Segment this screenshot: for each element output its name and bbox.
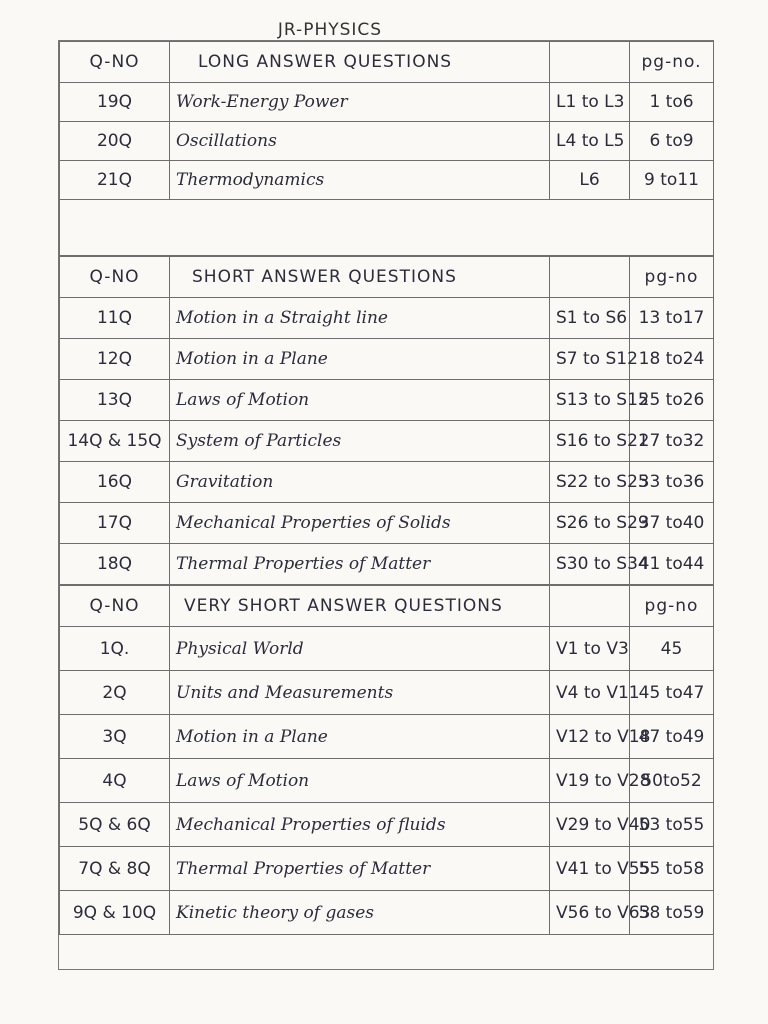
ref-cell: S26 to S29 xyxy=(550,503,630,544)
very-short-answer-table xyxy=(59,585,714,935)
ref-cell: V56 to V63 xyxy=(550,891,630,935)
long-header-row xyxy=(60,42,714,83)
section-title: SHORT ANSWER QUESTIONS xyxy=(170,257,550,298)
qno-cell: 2Q xyxy=(60,671,170,715)
page-cell: 58 to59 xyxy=(630,891,714,935)
ref-cell: V12 to V18 xyxy=(550,715,630,759)
page-cell: 6 to9 xyxy=(630,122,714,161)
ref-cell: S30 to S34 xyxy=(550,544,630,585)
page-cell: 47 to49 xyxy=(630,715,714,759)
table-row xyxy=(60,380,714,421)
topic-cell: Physical World xyxy=(170,627,550,671)
table-row xyxy=(60,161,714,200)
qno-header: Q-NO xyxy=(60,257,170,298)
section-title: LONG ANSWER QUESTIONS xyxy=(170,42,550,83)
ref-cell: V4 to V11 xyxy=(550,671,630,715)
qno-cell: 18Q xyxy=(60,544,170,585)
page-header: pg-no xyxy=(630,257,714,298)
very-short-header-row xyxy=(60,586,714,627)
topic-cell: Units and Measurements xyxy=(170,671,550,715)
topic-cell: Thermal Properties of Matter xyxy=(170,544,550,585)
page-cell: 33 to36 xyxy=(630,462,714,503)
table-row xyxy=(60,803,714,847)
page-cell: 50to52 xyxy=(630,759,714,803)
section-title: VERY SHORT ANSWER QUESTIONS xyxy=(170,586,550,627)
page-cell: 41 to44 xyxy=(630,544,714,585)
topic-cell: Thermal Properties of Matter xyxy=(170,847,550,891)
qno-cell: 11Q xyxy=(60,298,170,339)
table-row xyxy=(60,847,714,891)
short-header-row xyxy=(60,257,714,298)
qno-cell: 5Q & 6Q xyxy=(60,803,170,847)
page-cell: 45 to47 xyxy=(630,671,714,715)
qno-cell: 9Q & 10Q xyxy=(60,891,170,935)
qno-cell: 12Q xyxy=(60,339,170,380)
qno-cell: 4Q xyxy=(60,759,170,803)
qno-cell: 7Q & 8Q xyxy=(60,847,170,891)
qno-cell: 20Q xyxy=(60,122,170,161)
page-cell: 9 to11 xyxy=(630,161,714,200)
page-cell: 18 to24 xyxy=(630,339,714,380)
topic-cell: Work-Energy Power xyxy=(170,83,550,122)
ref-header xyxy=(550,586,630,627)
page-title: JR-PHYSICS xyxy=(277,20,383,40)
qno-cell: 17Q xyxy=(60,503,170,544)
ref-cell: V41 to V55 xyxy=(550,847,630,891)
page-cell: 25 to26 xyxy=(630,380,714,421)
ref-cell: S7 to S12 xyxy=(550,339,630,380)
topic-cell: Motion in a Plane xyxy=(170,715,550,759)
ref-cell: S22 to S25 xyxy=(550,462,630,503)
topic-cell: System of Particles xyxy=(170,421,550,462)
qno-cell: 1Q. xyxy=(60,627,170,671)
page-cell: 55 to58 xyxy=(630,847,714,891)
ref-cell: V29 to V40 xyxy=(550,803,630,847)
ref-header xyxy=(550,257,630,298)
page-header: pg-no xyxy=(630,586,714,627)
qno-header: Q-NO xyxy=(60,586,170,627)
ref-cell: L6 xyxy=(550,161,630,200)
table-row xyxy=(60,627,714,671)
table-row xyxy=(60,421,714,462)
topic-cell: Mechanical Properties of fluids xyxy=(170,803,550,847)
topic-cell: Oscillations xyxy=(170,122,550,161)
table-row xyxy=(60,671,714,715)
page-cell: 37 to40 xyxy=(630,503,714,544)
ref-cell: L1 to L3 xyxy=(550,83,630,122)
table-row xyxy=(60,298,714,339)
qno-cell: 14Q & 15Q xyxy=(60,421,170,462)
short-answer-table xyxy=(59,256,714,585)
topic-cell: Motion in a Straight line xyxy=(170,298,550,339)
qno-cell: 16Q xyxy=(60,462,170,503)
ref-cell: V19 to V28 xyxy=(550,759,630,803)
topic-cell: Motion in a Plane xyxy=(170,339,550,380)
table-row xyxy=(60,339,714,380)
topic-cell: Thermodynamics xyxy=(170,161,550,200)
index-table-frame xyxy=(58,40,714,970)
topic-cell: Laws of Motion xyxy=(170,380,550,421)
table-row xyxy=(60,891,714,935)
page-cell: 45 xyxy=(630,627,714,671)
ref-cell: S13 to S15 xyxy=(550,380,630,421)
qno-cell: 3Q xyxy=(60,715,170,759)
topic-cell: Gravitation xyxy=(170,462,550,503)
qno-cell: 19Q xyxy=(60,83,170,122)
qno-cell: 21Q xyxy=(60,161,170,200)
table-row xyxy=(60,83,714,122)
page-cell: 1 to6 xyxy=(630,83,714,122)
ref-cell: V1 to V3 xyxy=(550,627,630,671)
ref-cell: L4 to L5 xyxy=(550,122,630,161)
qno-cell: 13Q xyxy=(60,380,170,421)
long-answer-table xyxy=(59,41,714,256)
ref-cell: S16 to S21 xyxy=(550,421,630,462)
ref-cell: S1 to S6 xyxy=(550,298,630,339)
page-cell: 53 to55 xyxy=(630,803,714,847)
table-row xyxy=(60,715,714,759)
table-row xyxy=(60,462,714,503)
table-row xyxy=(60,759,714,803)
page-cell: 13 to17 xyxy=(630,298,714,339)
qno-header: Q-NO xyxy=(60,42,170,83)
ref-header xyxy=(550,42,630,83)
page-cell: 27 to32 xyxy=(630,421,714,462)
table-row xyxy=(60,122,714,161)
page-header: pg-no. xyxy=(630,42,714,83)
section-gap xyxy=(60,200,714,256)
table-row xyxy=(60,544,714,585)
table-row xyxy=(60,503,714,544)
topic-cell: Mechanical Properties of Solids xyxy=(170,503,550,544)
topic-cell: Kinetic theory of gases xyxy=(170,891,550,935)
topic-cell: Laws of Motion xyxy=(170,759,550,803)
